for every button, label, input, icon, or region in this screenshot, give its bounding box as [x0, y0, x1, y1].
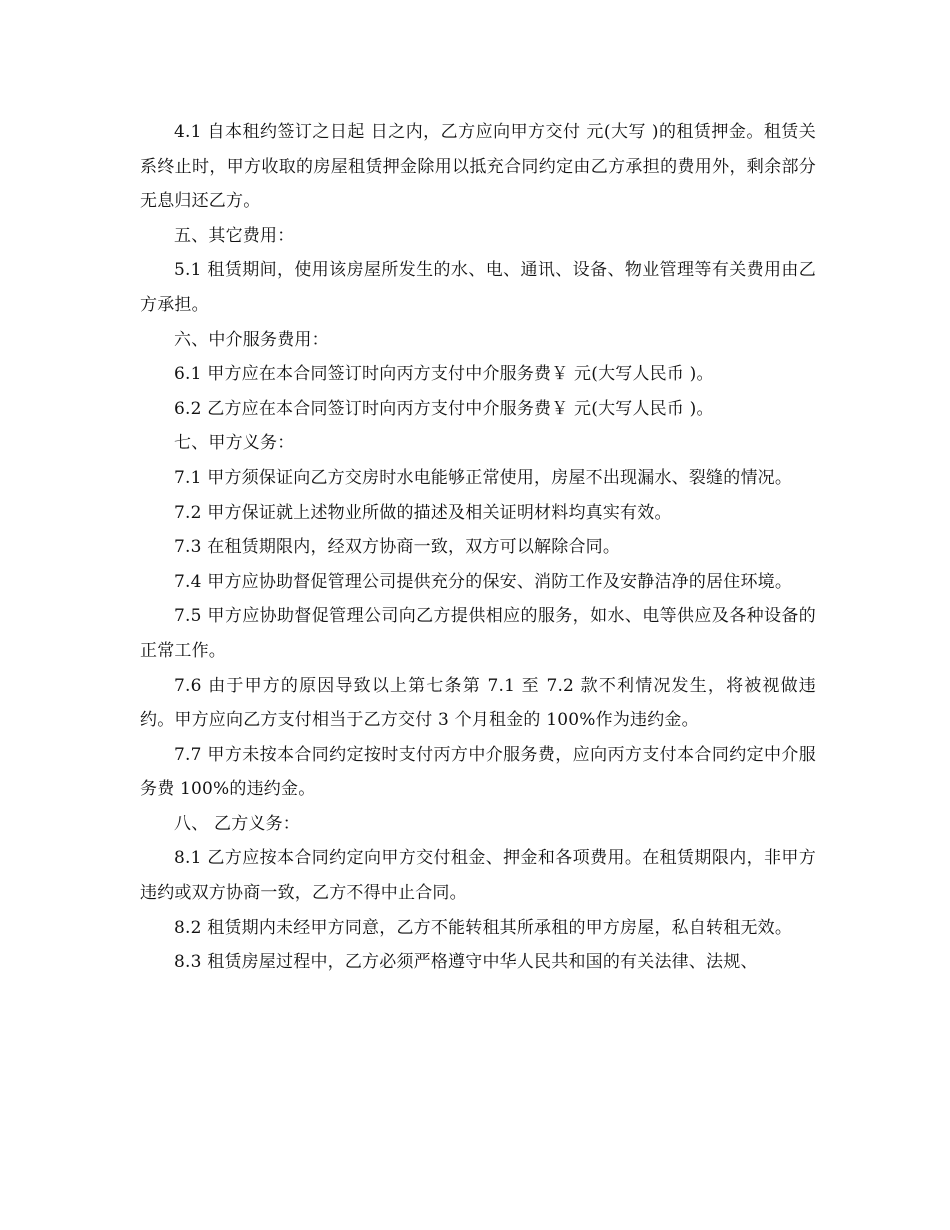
clause-7-1: 7.1 甲方须保证向乙方交房时水电能够正常使用，房屋不出现漏水、裂缝的情况。	[174, 467, 793, 488]
clause-4-1: 4.1 自本租约签订之日起 日之内，乙方应向甲方交付 元(大写 )的租赁押金。租赁关系终止时，甲方收取的房屋租赁押金除用以抵充合同约定由乙方承担的费用外，剩余部分无息归还乙方。	[140, 122, 816, 212]
section-heading-8-party-b-obligations: 八、 乙方义务：	[174, 813, 301, 834]
clause-7-3: 7.3 在租赁期限内，经双方协商一致，双方可以解除合同。	[174, 537, 621, 558]
clause-7-7: 7.7 甲方未按本合同约定按时支付丙方中介服务费，应向丙方支付本合同约定中介服务费 100%的违约金。	[140, 744, 816, 800]
clause-5-1: 5.1 租赁期间，使用该房屋所发生的水、电、通讯、设备、物业管理等有关费用由乙方承担。	[140, 260, 816, 315]
document-body	[140, 115, 816, 980]
clause-7-5: 7.5 甲方应协助督促管理公司向乙方提供相应的服务，如水、电等供应及各种设备的正常工作。	[140, 606, 816, 661]
clause-7-6: 7.6 由于甲方的原因导致以上第七条第 7.1 至 7.2 款不利情况发生，将被视做违约。甲方应向乙方支付相当于乙方交付 3 个月租金的 100%作为违约金。	[140, 675, 816, 731]
section-heading-7-party-a-obligations: 七、甲方义务：	[174, 433, 295, 454]
clause-8-1: 8.1 乙方应按本合同约定向甲方交付租金、押金和各项费用。在租赁期限内，非甲方违约或双方协商一致，乙方不得中止合同。	[140, 848, 816, 904]
section-heading-6-agency-fees: 六、中介服务费用：	[174, 329, 329, 350]
section-heading-5-other-fees: 五、其它费用：	[174, 225, 295, 246]
clause-7-4: 7.4 甲方应协助督促管理公司提供充分的保安、消防工作及安静洁净的居住环境。	[174, 571, 793, 592]
clause-8-3: 8.3 租赁房屋过程中，乙方必须严格遵守中华人民共和国的有关法律、法规、	[174, 952, 758, 973]
clause-8-2: 8.2 租赁期内未经甲方同意，乙方不能转租其所承租的甲方房屋，私自转租无效。	[174, 917, 793, 938]
clause-6-1: 6.1 甲方应在本合同签订时向丙方支付中介服务费￥ 元(大写人民币 )。	[174, 364, 714, 385]
clause-7-2: 7.2 甲方保证就上述物业所做的描述及相关证明材料均真实有效。	[174, 502, 672, 523]
clause-6-2: 6.2 乙方应在本合同签订时向丙方支付中介服务费￥ 元(大写人民币 )。	[174, 398, 714, 419]
